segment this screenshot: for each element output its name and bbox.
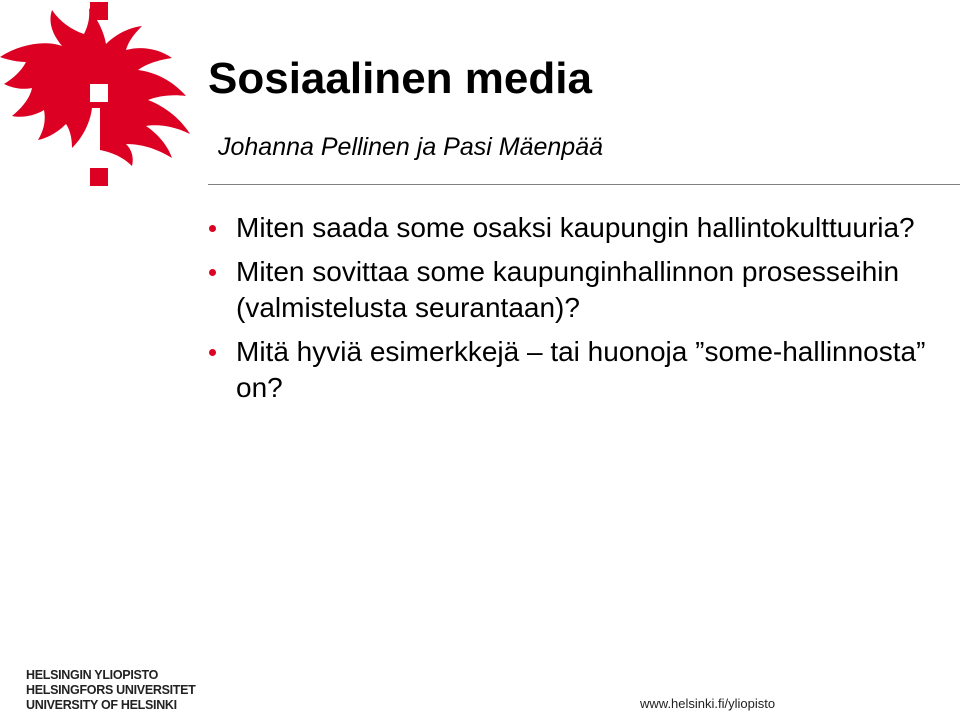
bullet-item <box>208 334 948 406</box>
bullet-item <box>208 210 948 246</box>
bullet-dot-icon <box>209 349 216 356</box>
university-flame-logo-icon <box>0 0 200 190</box>
bullet-dot-icon <box>209 225 216 232</box>
footer-org-line: HELSINGFORS UNIVERSITET <box>26 683 196 697</box>
footer-org-line: UNIVERSITY OF HELSINKI <box>26 698 177 712</box>
slide-subtitle: Johanna Pellinen ja Pasi Mäenpää <box>218 133 603 161</box>
bullet-list <box>208 210 948 414</box>
bullet-text: Miten sovittaa some kaupunginhallinnon prosesseihin (valmistelusta seurantaan)? <box>236 256 900 323</box>
title-divider <box>208 184 960 185</box>
footer-university-name <box>26 668 196 713</box>
bullet-item <box>208 254 948 326</box>
bullet-dot-icon <box>209 269 216 276</box>
bullet-text: Mitä hyviä esimerkkejä – tai huonoja ”some-hallinnosta” on? <box>236 336 926 403</box>
slide-title: Sosiaalinen media <box>208 54 592 103</box>
footer-org-line: HELSINGIN YLIOPISTO <box>26 668 159 682</box>
bullet-text: Miten saada some osaksi kaupungin hallintokulttuuria? <box>236 212 915 243</box>
footer-url: www.helsinki.fi/yliopisto <box>640 696 776 711</box>
